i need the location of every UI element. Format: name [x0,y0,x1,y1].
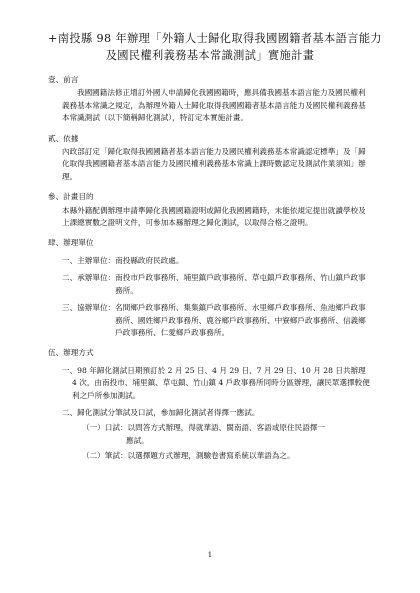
document-title [48,30,382,64]
method-sub-item-1 [48,422,372,447]
section-heading: 肆、辦理單位 [48,238,94,248]
section-heading: 參、計畫目的 [48,192,94,202]
host-unit-label: 一、主辦單位： [62,255,116,265]
section-body: 本縣外籍配偶辦理申請準歸化我國國籍證明或歸化我國國籍時，未能依規定提出就讀學校及上課總實數之證明文件，可參加本縣辦理之歸化測試，以取得合格之證明。 [62,205,366,228]
sub-item-continuation: 應試。 [126,435,149,445]
host-unit-value: 南投縣政府民政處。 [115,255,184,265]
section-body: 我國國籍法修正增訂外國人申請歸化我國國籍時，應具備我國基本語言能力及國民權利義務基本常識之規定，為辦理外籍人士歸化取得我國國籍者基本語言能力及國民權利義務基本常識測試（以下簡稱歸化測試），特訂定本實施計畫。 [62,88,366,123]
sub-item-lead: （一）口試：以問答方式辦理，得就華語、閩南語、客語或原住民語擇一 [82,423,325,433]
organizer-unit-value: 南投市戶政事務所、埔里鎮戶政事務所、草屯鎮戶政事務所、竹山鎮戶政事務所。 [115,273,366,295]
assisting-unit-value: 名間鄉戶政事務所、集集鎮戶政事務所、水里鄉戶政事務所、魚池鄉戶政事務所、國姓鄉戶政事務所、鹿谷鄉戶政事務所、中寮鄉戶政事務所、信義鄉戶政事務所、仁愛鄉戶政事務所。 [115,303,366,337]
title-line-2: 及國民權利義務基本常識測試」實施計畫 [105,49,315,62]
method-item-1: 一、98 年歸化測試日期預訂於 2 月 25 日、4 月 29 日、7 月 29 日、10 月 28 日共辦理 4 次，由南投市、埔里鎮、草屯鎮、竹山鎮 4 戶政事務所同時分區辦理，讓民眾選擇較便利之戶所參加測試。 [62,365,370,400]
section-heading: 伍、辦理方式 [48,348,94,358]
section-heading: 貳、依據 [48,133,79,143]
organizer-unit-label: 二、承辦單位： [62,273,116,283]
assisting-unit-label: 三、協辦單位： [62,303,116,313]
section-basis [48,133,372,184]
section-heading: 壹、前言 [48,75,79,84]
method-item-2: 二、歸化測試分筆試及口試，參加歸化測試者得擇一應試。 [62,407,260,417]
section-body: 內政部訂定「歸化取得我國國籍者基本語言能力及國民權利義務基本常識認定標準」及「歸化取得我國國籍者基本語言能力及國民權利義務基本常識上課時數認定及測試作業須知」辦理。 [62,147,366,181]
section-preface [48,74,372,125]
section-purpose [48,191,372,229]
section-methods [48,347,372,462]
section-organizers [48,237,372,339]
assisting-unit-row [48,302,372,339]
page-number: 1 [207,551,213,559]
title-line-1: +南投縣 98 年辦理「外籍人士歸化取得我國國籍者基本語言能力 [48,32,382,45]
host-unit-row [48,255,372,267]
organizer-unit-row [48,272,372,297]
method-sub-item-2: （二）筆試：以選擇題方式辦理，測驗卷書寫系統以華語為之。 [82,451,295,461]
